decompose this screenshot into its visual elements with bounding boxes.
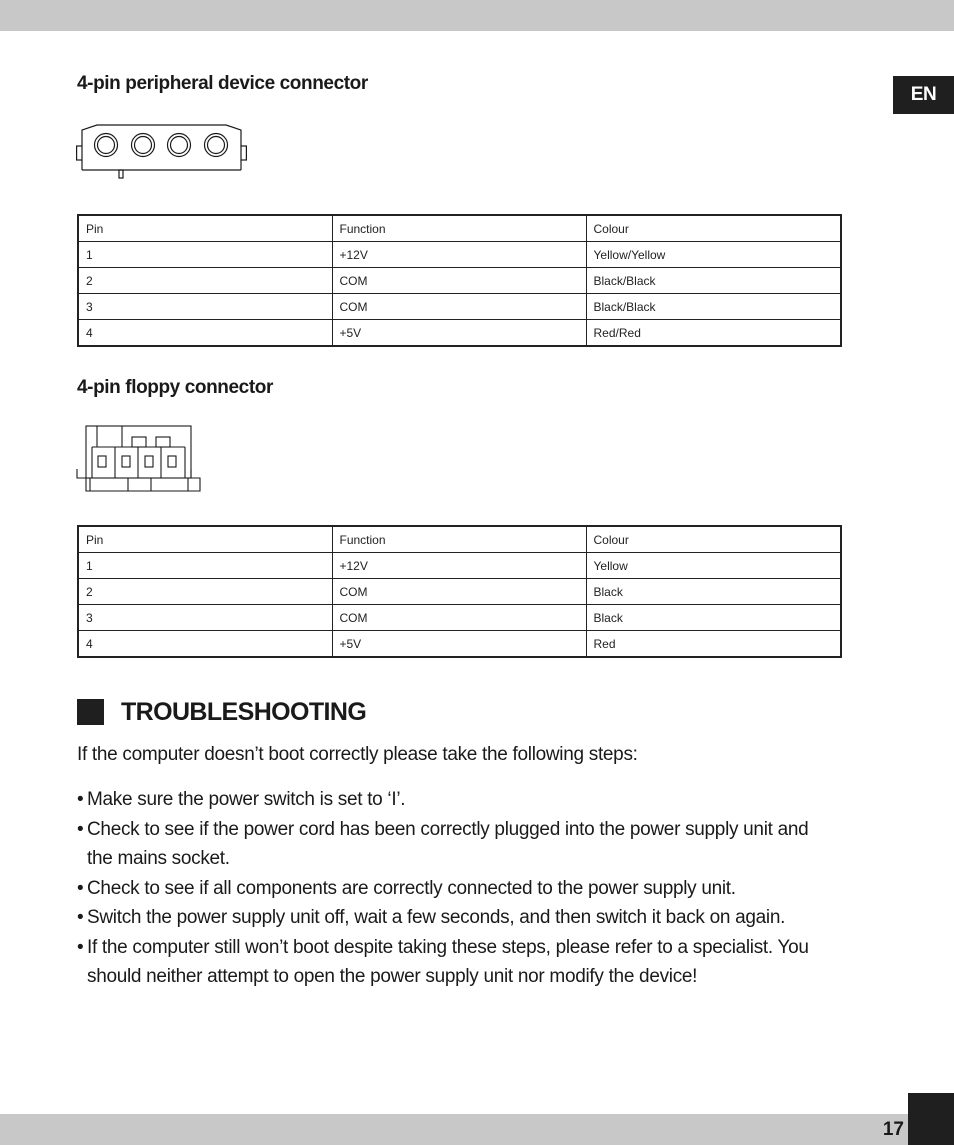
header-function: Function (332, 526, 586, 553)
cell-pin: 2 (78, 579, 332, 605)
troubleshooting-steps (77, 785, 837, 992)
table-row (78, 242, 841, 268)
cell-pin: 1 (78, 242, 332, 268)
step-text: Make sure the power switch is set to ‘I’. (87, 789, 406, 810)
cell-colour: Black (586, 605, 841, 631)
top-band (0, 0, 954, 31)
list-item (77, 933, 837, 992)
cell-pin: 4 (78, 631, 332, 658)
table-row (78, 553, 841, 579)
cell-pin: 3 (78, 605, 332, 631)
bottom-band (0, 1114, 908, 1145)
cell-function: +5V (332, 631, 586, 658)
bullet-icon: • (77, 936, 84, 958)
page-corner-block (908, 1093, 954, 1145)
cell-function: +5V (332, 320, 586, 347)
cell-colour: Yellow (586, 553, 841, 579)
troubleshooting-title: TROUBLESHOOTING (121, 698, 367, 726)
cell-function: COM (332, 268, 586, 294)
cell-function: COM (332, 579, 586, 605)
cell-function: COM (332, 605, 586, 631)
bullet-icon: • (77, 789, 84, 810)
cell-colour: Black/Black (586, 294, 841, 320)
cell-colour: Black (586, 579, 841, 605)
header-colour: Colour (586, 526, 841, 553)
list-item (77, 785, 837, 815)
table-header-row (78, 215, 841, 242)
step-text: Check to see if the power cord has been correctly plugged into the power supply unit and the mains socket. (87, 818, 809, 869)
table-header-row (78, 526, 841, 553)
floppy-pin-table (77, 525, 842, 658)
header-pin: Pin (78, 526, 332, 553)
troubleshooting-intro: If the computer doesn’t boot correctly please take the following steps: (77, 744, 638, 765)
cell-pin: 2 (78, 268, 332, 294)
bullet-icon: • (77, 877, 84, 899)
floppy-connector-diagram (76, 425, 202, 493)
list-item (77, 903, 837, 933)
floppy-connector-heading: 4-pin floppy connector (77, 377, 273, 398)
cell-function: COM (332, 294, 586, 320)
table-row (78, 631, 841, 658)
page-number: 17 (882, 1119, 904, 1140)
language-tab: EN (893, 76, 954, 114)
bullet-icon: • (77, 818, 84, 840)
list-item (77, 815, 837, 874)
cell-pin: 4 (78, 320, 332, 347)
table-row (78, 320, 841, 347)
step-text: Switch the power supply unit off, wait a few seconds, and then switch it back on again. (87, 907, 786, 928)
header-function: Function (332, 215, 586, 242)
header-colour: Colour (586, 215, 841, 242)
cell-colour: Yellow/Yellow (586, 242, 841, 268)
cell-colour: Black/Black (586, 268, 841, 294)
step-text: If the computer still won’t boot despite taking these steps, please refer to a specialist. You should neither attempt to open the power supply unit nor modify the device! (87, 936, 809, 987)
list-item (77, 874, 837, 904)
table-row (78, 268, 841, 294)
cell-colour: Red (586, 631, 841, 658)
table-row (78, 605, 841, 631)
bullet-icon: • (77, 907, 84, 928)
cell-pin: 3 (78, 294, 332, 320)
header-pin: Pin (78, 215, 332, 242)
step-text: Check to see if all components are correctly connected to the power supply unit. (87, 877, 736, 899)
cell-function: +12V (332, 553, 586, 579)
peripheral-pin-table (77, 214, 842, 347)
cell-pin: 1 (78, 553, 332, 579)
cell-colour: Red/Red (586, 320, 841, 347)
cell-function: +12V (332, 242, 586, 268)
table-row (78, 579, 841, 605)
section-marker-square (77, 699, 104, 725)
peripheral-connector-heading: 4-pin peripheral device connector (77, 73, 368, 94)
table-row (78, 294, 841, 320)
peripheral-connector-diagram (76, 124, 250, 180)
